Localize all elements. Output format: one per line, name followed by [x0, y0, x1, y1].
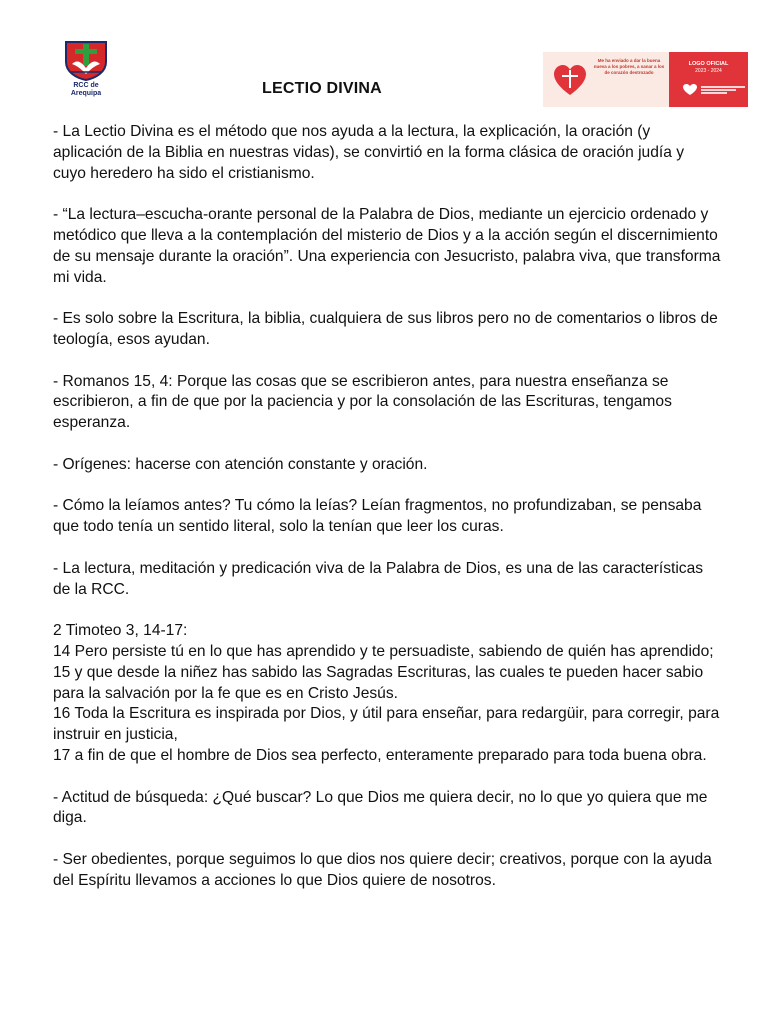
- banner-label: LOGO OFICIAL: [688, 61, 729, 67]
- verse-14: 14 Pero persiste tú en lo que has aprendido y te persuadiste, sabiendo de quién has aprendido;: [53, 642, 714, 660]
- mini-logo-lines: [701, 85, 745, 95]
- banner-quote-panel: [543, 52, 669, 107]
- paragraph-definition: - La Lectio Divina es el método que nos ayuda a la lectura, la explicación, la oración (y aplicación de la Biblia en nuestras vidas), se convirtió en la forma clásica de oración judía y cuyo heredero ha sido el cristianismo.: [53, 123, 685, 182]
- verse-17: 17 a fin de que el hombre de Dios sea perfecto, enteramente preparado para toda buena obra.: [53, 746, 707, 764]
- paragraph-scripture-only: - Es solo sobre la Escritura, la biblia, cualquiera de sus libros pero no de comentarios o libros de teología, esos ayudan.: [53, 310, 718, 348]
- document-body: [53, 122, 721, 912]
- logo-oficial-banner: [543, 52, 748, 107]
- mini-logo-icon: [683, 84, 697, 96]
- paragraph-before: - Cómo la leíamos antes? Tu cómo la leías? Leían fragmentos, no profundizaban, se pensaba que todo tenía un sentido literal, solo la tenían que leer los curas.: [53, 497, 702, 536]
- paragraph-obedience: - Ser obedientes, porque seguimos lo que dios nos quiere decir; creativos, porque con la ayuda del Espíritu llevamos a acciones lo que Dios quiere de nosotros.: [53, 850, 712, 889]
- verse-16: 16 Toda la Escritura es inspirada por Dios, y útil para enseñar, para redargüir, para corregir, para instruir en justicia,: [53, 705, 720, 744]
- paragraph-search-attitude: - Actitud de búsqueda: ¿Qué buscar? Lo que Dios me quiera decir, no lo que yo quiera que me diga.: [53, 788, 708, 827]
- logo-caption: RCC de Arequipa: [70, 82, 102, 97]
- paragraph-origenes: - Orígenes: hacerse con atención constante y oración.: [53, 455, 428, 473]
- timoteo-passage: [53, 621, 721, 767]
- verse-15: 15 y que desde la niñez has sabido las Sagradas Escrituras, las cuales te pueden hacer sabio para la salvación por la fe que es en Cristo Jesús.: [53, 663, 704, 702]
- banner-quote: Me ha enviado a dar la buena nueva a los pobres, a sanar a los de corazón destrozado: [593, 58, 665, 75]
- paragraph-quote: - “La lectura–escucha-orante personal de la Palabra de Dios, mediante un ejercicio ordenado y metódico que lleva a la contemplación del misterio de Dios y a la acción según el discernimiento de su mensaje durante la oración”. Una experiencia con Jesucristo, palabra viva, que transforma mi vida.: [53, 206, 721, 286]
- page-title: LECTIO DIVINA: [262, 80, 382, 97]
- paragraph-rcc: - La lectura, meditación y predicación viva de la Palabra de Dios, es una de las características de la RCC.: [53, 559, 704, 598]
- banner-label-panel: [669, 52, 748, 107]
- banner-years: 2023 - 2024: [695, 68, 722, 74]
- paragraph-romanos: - Romanos 15, 4: Porque las cosas que se escribieron antes, para nuestra enseñanza se escribieron, a fin de que por la paciencia y por la consolación de las Escrituras, tengamos esperanza.: [53, 372, 672, 432]
- timoteo-heading: 2 Timoteo 3, 14-17:: [53, 622, 188, 640]
- heart-icon: [553, 64, 587, 98]
- rcc-shield-icon: [58, 40, 114, 82]
- rcc-arequipa-logo: [58, 40, 114, 100]
